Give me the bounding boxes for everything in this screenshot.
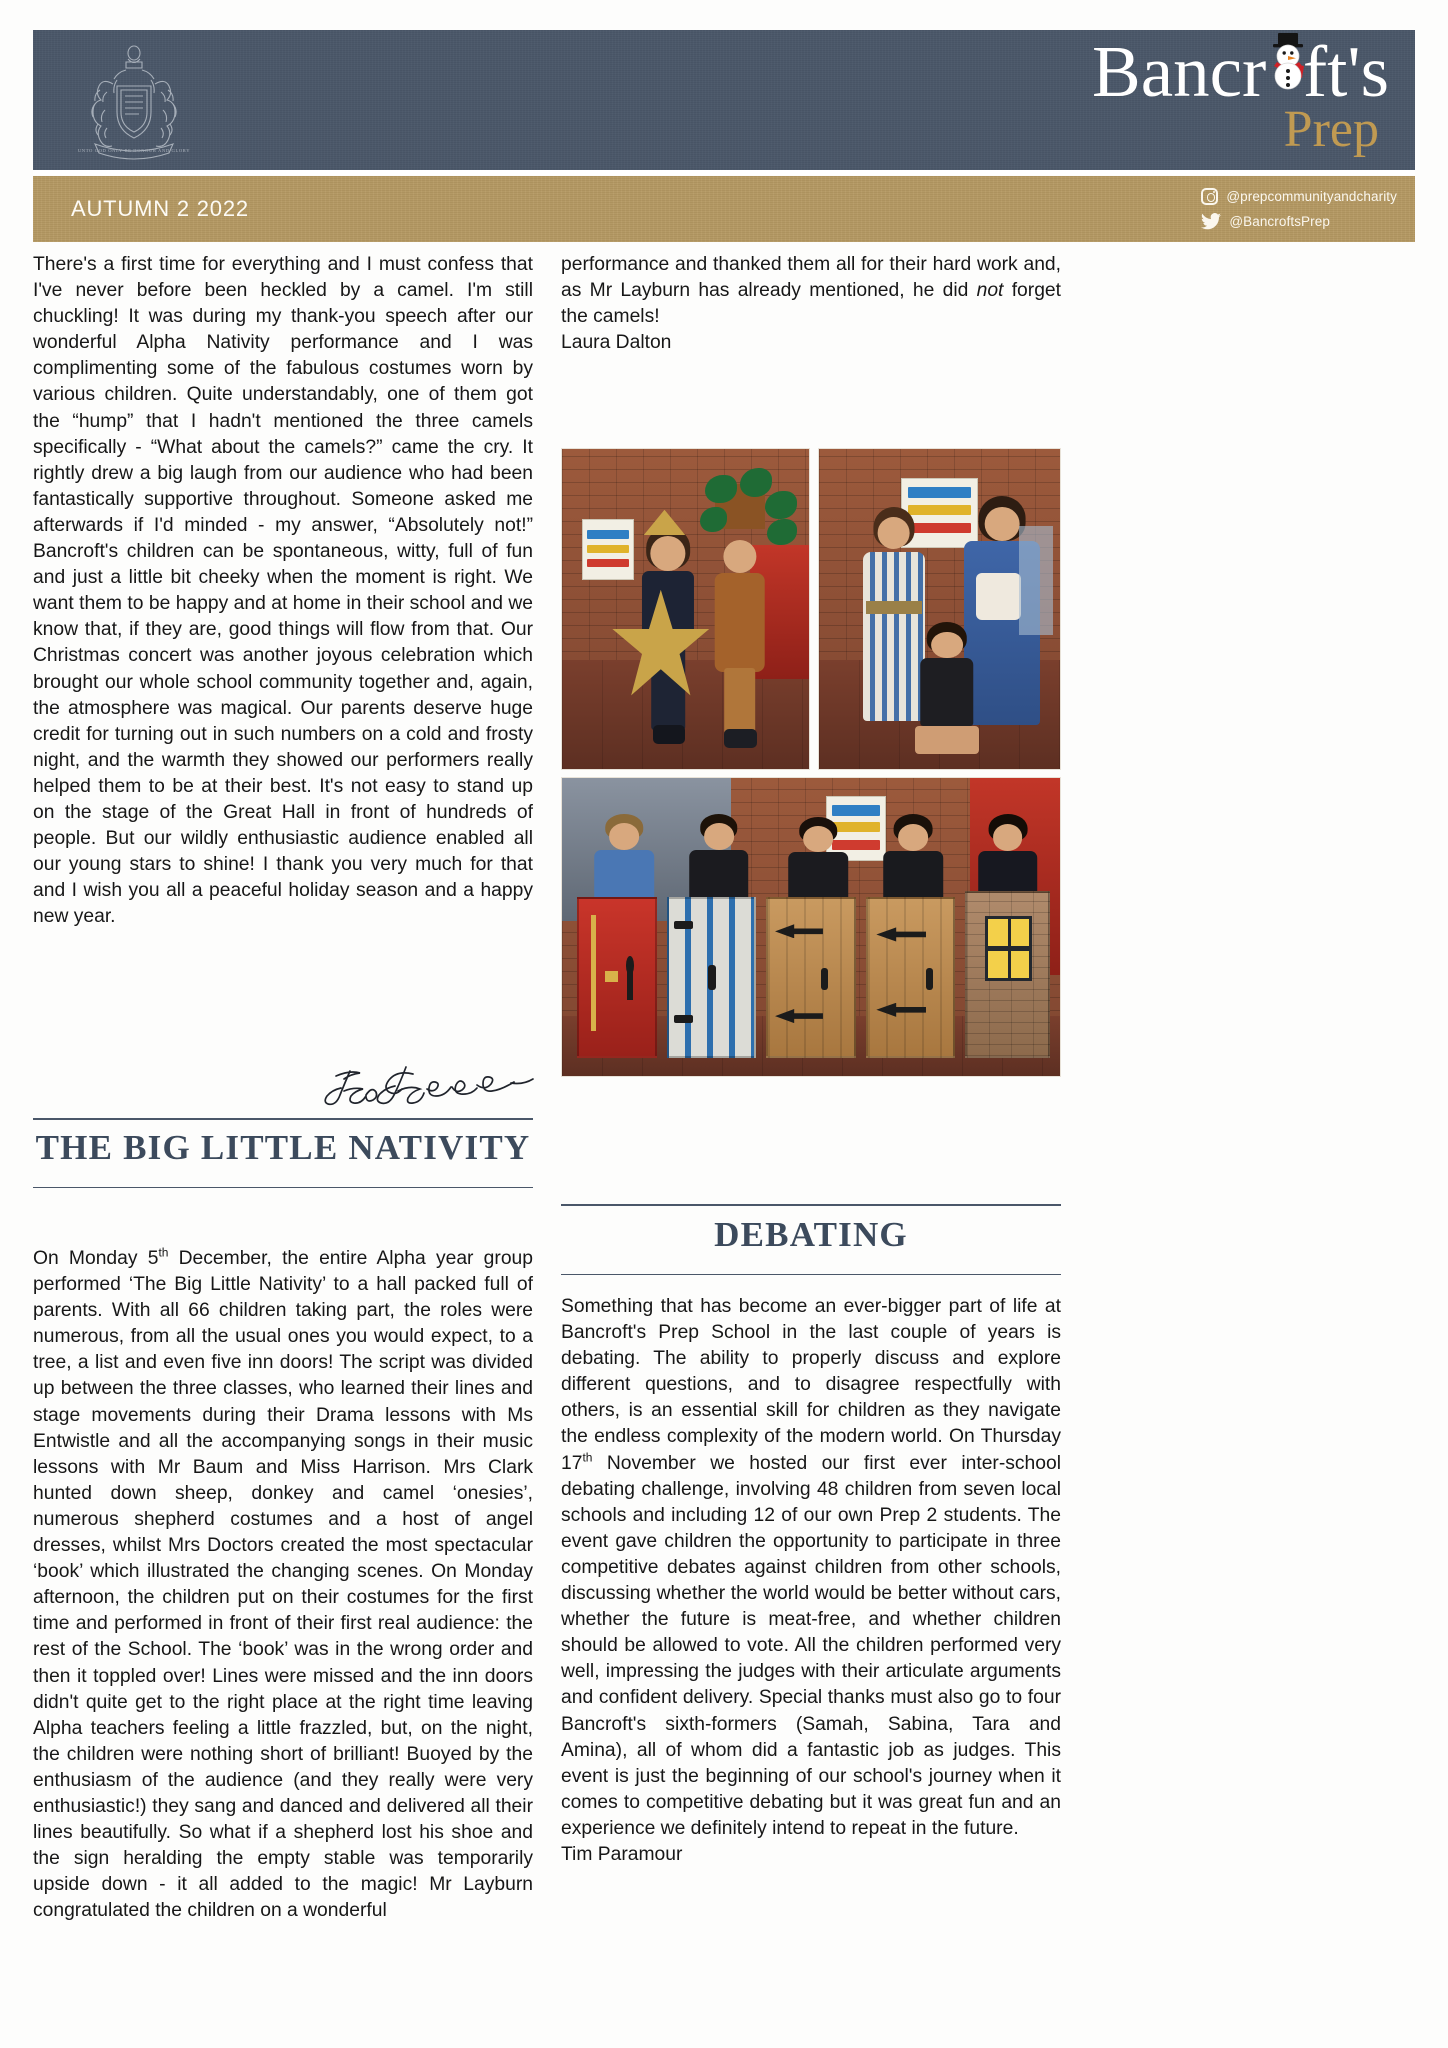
- nativity-text-pre: On Monday 5: [33, 1248, 159, 1269]
- brand-snowman-slot: [1266, 32, 1303, 112]
- section-heading-debating: DEBATING: [714, 1215, 908, 1254]
- inn-door-wood-left: [766, 897, 856, 1058]
- brand-main-part1: Bancr: [1092, 31, 1267, 112]
- nativity-cont-tail: forget the camels!: [561, 280, 1061, 328]
- door-window: [985, 916, 1032, 981]
- instagram-icon: [1201, 188, 1218, 205]
- brand-main-part2: ft's: [1302, 31, 1389, 112]
- debating-text-pre: Something that has become an ever-bigger part of life at Bancroft's Prep School in the last couple of years is debating. The ability to properly discuss and explore different questions, and to disagree respectfully with others, is an essential skill for children as they navigate the endless complexity of the modern world. On Thursday 17: [561, 1296, 1061, 1474]
- social-row-instagram[interactable]: [1201, 184, 1397, 209]
- rule-above-debating-heading: [561, 1204, 1061, 1206]
- right-column-continued: [561, 252, 1061, 356]
- nativity-cont-emphasis: not: [976, 280, 1004, 302]
- handwritten-signature-icon: [320, 1065, 535, 1117]
- masthead-underline: [33, 170, 1415, 175]
- snowman-icon: [1266, 32, 1310, 92]
- nativity-ordinal: th: [158, 1245, 169, 1260]
- child-tree-costume: [700, 516, 779, 753]
- debating-ordinal: th: [582, 1450, 593, 1465]
- child-kneeling: [911, 622, 983, 763]
- photo-nativity-cast-group: [818, 448, 1061, 770]
- photo-star-and-tree-costumes: [561, 448, 810, 770]
- photo-inn-doors: [561, 777, 1061, 1077]
- social-row-twitter[interactable]: [1201, 209, 1397, 234]
- nativity-cont-text: performance and thanked them all for their hard work and, as Mr Layburn has already mentioned, he did: [561, 254, 1061, 302]
- masthead-banner: [33, 30, 1415, 170]
- nativity-text-mid: December, the entire Alpha year group performed ‘The Big Little Nativity’ to a hall packed full of parents. With all 66 children taking part, the roles were numerous, from all the usual ones you would expect, to a tree, a list and even five inn doors! The script was divided up between the three classes, who learned their lines and stage movements during their Drama lessons with Ms Entwistle and all the accompanying songs in their music lessons with Mr Baum and Miss Harrison. Mrs Clark hunted down sheep, donkey and camel ‘onesies’, numerous shepherd costumes and a host of angel dresses, whilst Mrs Doctors created the most spectacular ‘book’ which illustrated the changing scenes. On Monday afternoon, the children put on their costumes for the first time and performed in front of their first real audience: the rest of the School. The ‘book’ was in the wrong order and then it toppled over! Lines were missed and the inn doors didn't quite get to the right place at the right time leaving Alpha teachers feeling a little frazzled, but, on the night, the children were nothing short of brilliant! Buoyed by the enthusiasm of the audience (and they really were very enthusiastic!) they sang and danced and delivered all their lines beautifully. So what if a shepherd lost his shoe and the sign heralding the empty stable was temporarily upside down - it all added to the magic! Mr Layburn congratulated the children on a wonderful: [33, 1248, 533, 1922]
- debating-text-post: November we hosted our first ever inter-school debating challenge, involving 48 children from seven local schools and including 12 of our own Prep 2 students. The event gave children the opportunity to participate in three competitive debates against children from other schools, discussing whether the world would be better without cars, whether the future is meat-free, and whether children should be allowed to vote. All the children performed very well, impressing the judges with their articulate arguments and confident delivery. Special thanks must also go to four Bancroft's sixth-formers (Samah, Sabina, Tara and Amina), all of whom did a fantastic job as judges. This event is just the beginning of our school's journey when it comes to competitive debating but it was great fun and an experience we definitely intend to repeat in the future.: [561, 1452, 1061, 1839]
- nativity-continued-paragraph: [561, 252, 1061, 330]
- issue-band: [33, 176, 1415, 242]
- social-handles: [1201, 184, 1397, 234]
- brand-sub-text: Prep: [1283, 101, 1379, 158]
- inn-door-wood-right: [866, 897, 956, 1058]
- headmaster-signature: [320, 1065, 535, 1117]
- twitter-bird-icon: [1201, 213, 1221, 230]
- byline-laura-dalton: Laura Dalton: [561, 332, 672, 354]
- debating-paragraph: [561, 1294, 1061, 1842]
- instagram-handle: @prepcommunityandcharity: [1226, 189, 1397, 204]
- twitter-handle: @BancroftsPrep: [1229, 214, 1330, 229]
- inn-door-red: [577, 897, 657, 1058]
- rule-below-debating-heading: [561, 1274, 1061, 1275]
- coat-of-arms-crest-icon: [69, 40, 199, 165]
- brand-main-text: [1092, 32, 1393, 112]
- section-heading-nativity: THE BIG LITTLE NATIVITY: [35, 1128, 531, 1167]
- left-column: [33, 252, 533, 930]
- rule-below-nativity-heading: [33, 1187, 533, 1188]
- issue-label: AUTUMN 2 2022: [71, 196, 249, 221]
- inn-door-striped: [667, 897, 757, 1058]
- inn-door-brick-window: [965, 891, 1050, 1058]
- headmaster-letter-paragraph: There's a first time for everything and I must confess that I've never before been heckled by a camel. I'm still chuckling! It was during my thank-you speech after our wonderful Alpha Nativity performance and I was complimenting some of the fabulous costumes worn by various children. Quite understandably, one of them got the “hump” that I hadn't mentioned the three camels specifically - “What about the camels?” came the cry. It rightly drew a big laugh from our audience who had been fantastically supportive throughout. Someone asked me afterwards if I'd minded - my answer, “Absolutely not!” Bancroft's children can be spontaneous, witty, full of fun and just a little bit cheeky when the moment is right. We want them to be happy and at home in their school and we know that, if they are, good things will flow from that. Our Christmas concert was another joyous celebration which brought our whole school community together and, again, the atmosphere was magical. Our parents deserve huge credit for turning out in such numbers on a cold and frosty night, and the warmth they showed our performers really helped them to be at their best. It's not easy to stand up on the stage of the Great Hall in front of hundreds of people. But our wildly enthusiastic audience enabled all our young stars to shine! I thank you very much for that and I wish you all a peaceful holiday season and a happy new year.: [33, 254, 533, 928]
- svg-text:UNTO GOD ONLY BE HONOUR AND GL: UNTO GOD ONLY BE HONOUR AND GLORY: [77, 148, 191, 153]
- brand-wordmark: [753, 31, 1393, 158]
- nativity-article-body: [33, 1246, 533, 1924]
- debating-article-body: [561, 1294, 1061, 1868]
- nativity-paragraph: [33, 1246, 533, 1924]
- rule-above-nativity-heading: [33, 1118, 533, 1120]
- byline-tim-paramour: Tim Paramour: [561, 1843, 683, 1865]
